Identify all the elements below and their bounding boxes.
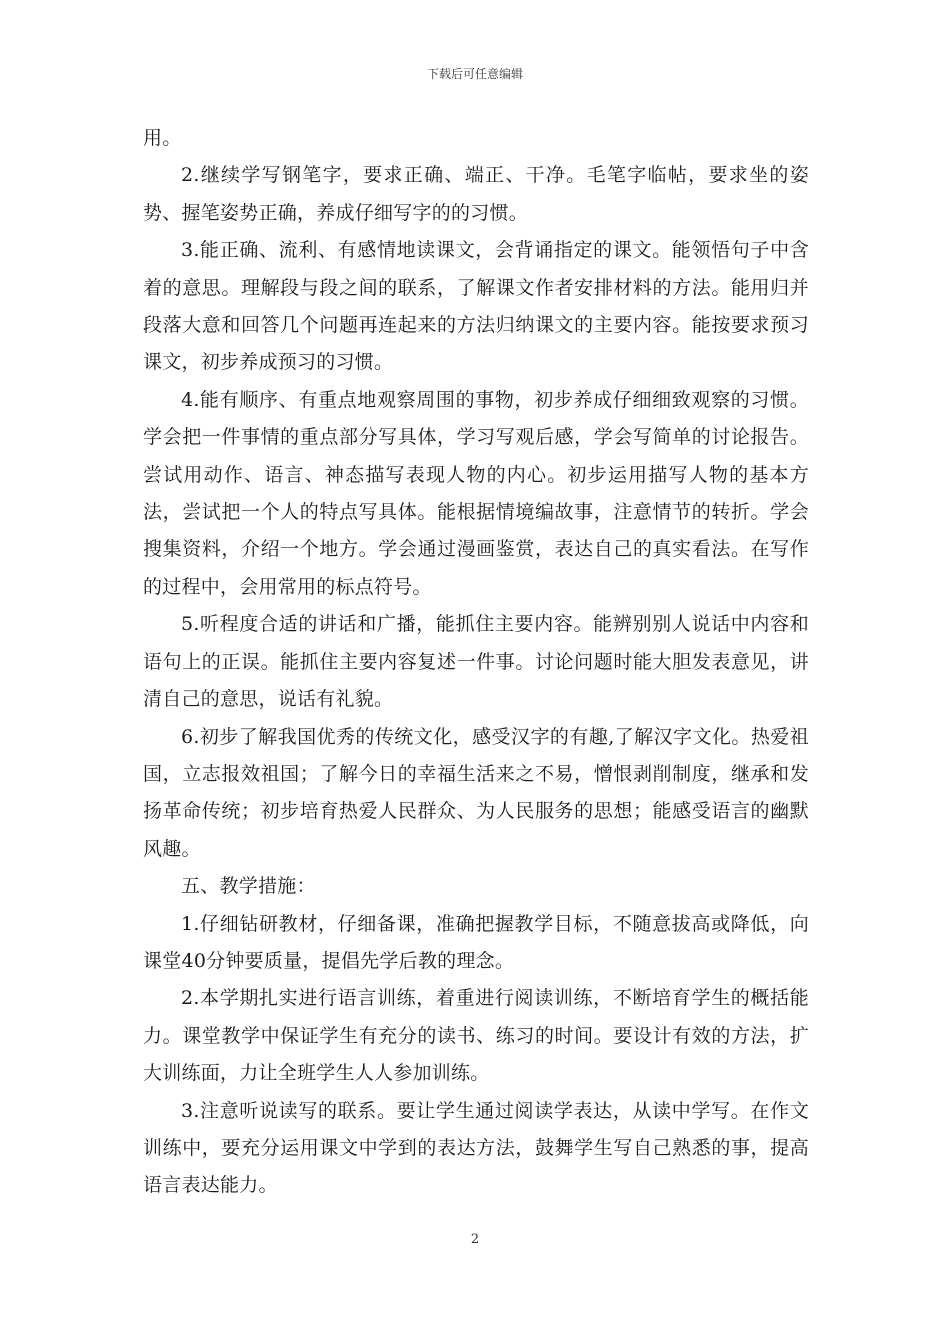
paragraph-item-3: 3.能正确、流利、有感情地读课文，会背诵指定的课文。能领悟句子中含着的意思。理解段与段之间的联系，了解课文作者安排材料的方法。能用归并段落大意和回答几个问题再连起来的方法归纳课文的主要内容。能按要求预习课文，初步养成预习的习惯。 bbox=[143, 239, 809, 374]
measure-item-3: 3.注意听说读写的联系。要让学生通过阅读学表达，从读中学写。在作文训练中，要充分运用课文中学到的表达方法，鼓舞学生写自己熟悉的事，提高语言表达能力。 bbox=[143, 1099, 809, 1197]
document-body bbox=[143, 120, 809, 1205]
section-heading-teaching-measures: 五、教学措施： bbox=[181, 875, 316, 898]
paragraph-continuation: 用。 bbox=[143, 127, 182, 149]
paragraph-item-5: 5.听程度合适的讲话和广播，能抓住主要内容。能辨别别人说话中内容和语句上的正误。能抓住主要内容复述一件事。讨论问题时能大胆发表意见，讲清自己的意思，说话有礼貌。 bbox=[143, 613, 809, 711]
paragraph-item-4: 4.能有顺序、有重点地观察周围的事物，初步养成仔细细致观察的习惯。学会把一件事情的重点部分写具体，学习写观后感，学会写简单的讨论报告。尝试用动作、语言、神态描写表现人物的内心。初步运用描写人物的基本方法，尝试把一个人的特点写具体。能根据情境编故事，注意情节的转折。学会搜集资料，介绍一个地方。学会通过漫画鉴赏，表达自己的真实看法。在写作的过程中，会用常用的标点符号。 bbox=[143, 388, 809, 598]
measure-item-2: 2.本学期扎实进行语言训练，着重进行阅读训练，不断培育学生的概括能力。课堂教学中保证学生有充分的读书、练习的时间。要设计有效的方法，扩大训练面，力让全班学生人人参加训练。 bbox=[143, 987, 809, 1085]
paragraph-item-2: 2.继续学写钢笔字，要求正确、端正、干净。毛笔字临帖，要求坐的姿势、握笔姿势正确，养成仔细写字的的习惯。 bbox=[143, 164, 809, 224]
measure-item-1: 1.仔细钻研教材，仔细备课，准确把握教学目标，不随意拔高或降低，向课堂40分钟要质量，提倡先学后教的理念。 bbox=[143, 912, 809, 972]
page-header: 下载后可任意编辑 bbox=[426, 67, 523, 81]
paragraph-item-6: 6.初步了解我国优秀的传统文化，感受汉字的有趣,了解汉字文化。热爱祖国，立志报效祖国；了解今日的幸福生活来之不易，憎恨剥削制度，继承和发扬革命传统；初步培育热爱人民群众、为人民服务的思想；能感受语言的幽默风趣。 bbox=[143, 725, 809, 860]
page-number: 2 bbox=[470, 1232, 480, 1247]
